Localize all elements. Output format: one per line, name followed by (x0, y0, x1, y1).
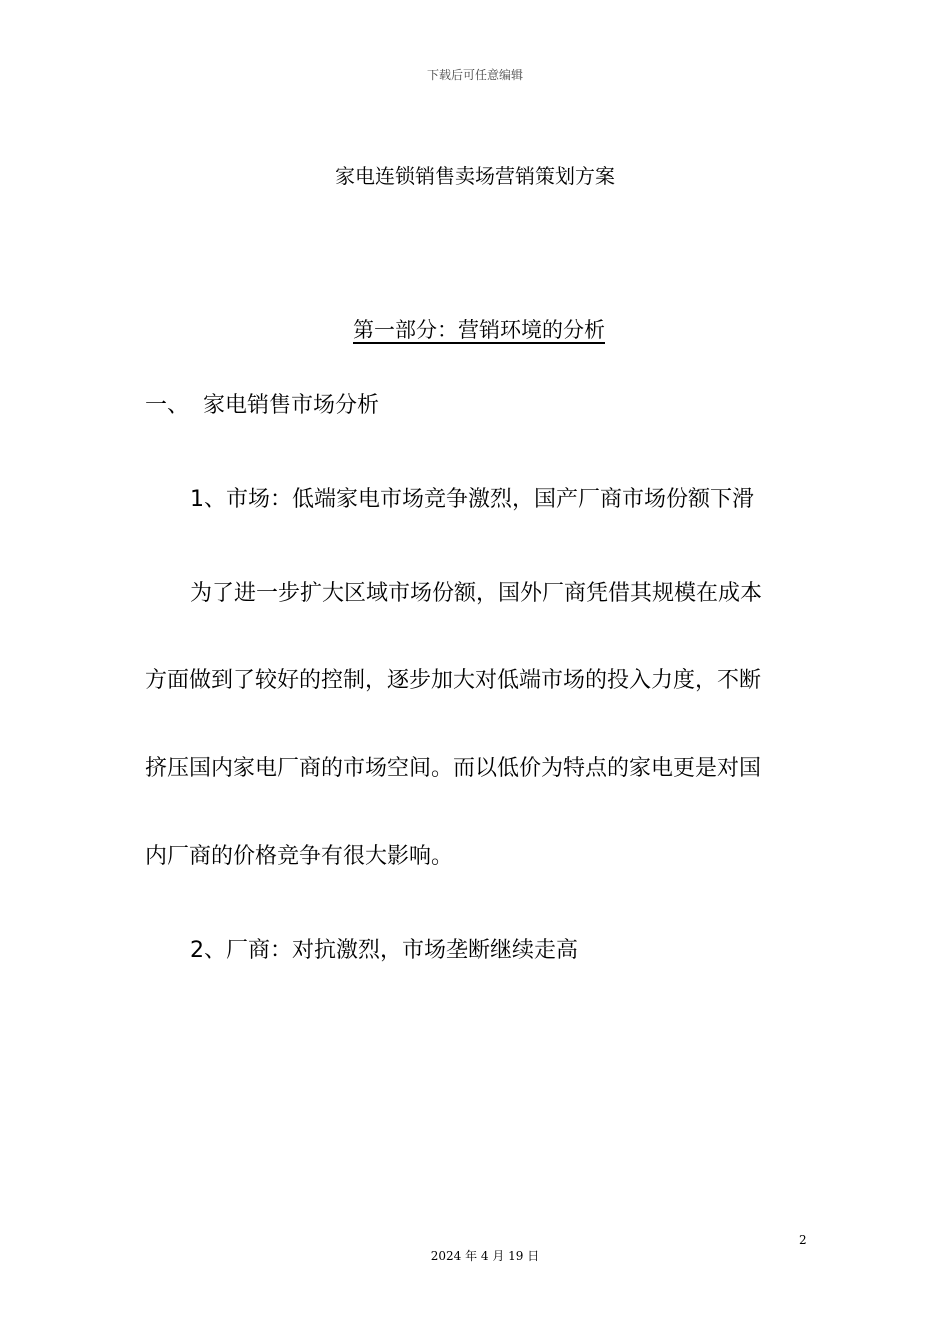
paragraph-line: 为了进一步扩大区域市场份额，国外厂商凭借其规模在成本 (190, 581, 763, 606)
part-title: 第一部分：营销环境的分析 (353, 318, 605, 342)
paragraph-line: 方面做到了较好的控制，逐步加大对低端市场的投入力度，不断 (145, 668, 762, 693)
subsection-heading-manufacturers: 2、厂商：对抗激烈，市场垄断继续走高 (190, 938, 578, 963)
page-number: 2 (799, 1233, 807, 1247)
subsection-heading-market: 1、市场：低端家电市场竞争激烈，国产厂商市场份额下滑 (190, 487, 754, 512)
footer-date: 2024 年 4 月 19 日 (430, 1249, 540, 1263)
paragraph-line: 内厂商的价格竞争有很大影响。 (145, 844, 454, 869)
header-note: 下载后可任意编辑 (426, 68, 523, 82)
section-heading: 一、 家电销售市场分析 (145, 393, 379, 418)
document-title: 家电连锁销售卖场营销策划方案 (335, 164, 615, 188)
paragraph-line: 挤压国内家电厂商的市场空间。而以低价为特点的家电更是对国 (145, 756, 762, 781)
